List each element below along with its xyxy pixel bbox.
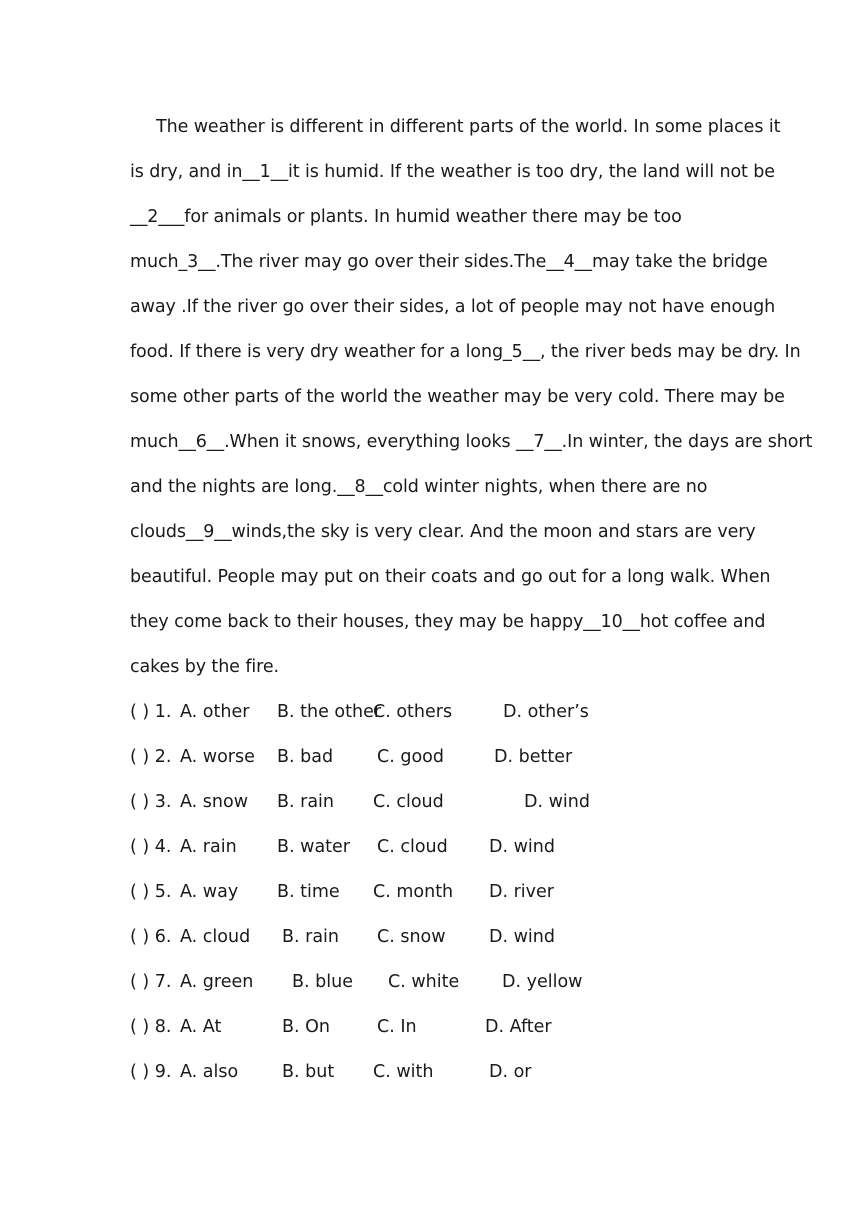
option-c: C. cloud — [377, 837, 448, 857]
option-b: B. but — [282, 1062, 335, 1082]
option-d: D. After — [485, 1017, 552, 1037]
passage-line: clouds__9__winds,the sky is very clear. And the moon and stars are very — [130, 522, 756, 542]
passage-line: much_3__.The river may go over their sides.The__4__may take the bridge — [130, 252, 768, 272]
question-number: ( ) 8. — [130, 1017, 172, 1037]
question-number: ( ) 5. — [130, 882, 172, 902]
option-a: A. At — [180, 1017, 222, 1037]
option-b: B. time — [277, 882, 340, 902]
passage-line: they come back to their houses, they may be happy__10__hot coffee and — [130, 612, 766, 632]
passage-line: some other parts of the world the weather may be very cold. There may be — [130, 387, 785, 407]
option-c: C. snow — [377, 927, 446, 947]
question-number: ( ) 2. — [130, 747, 172, 767]
option-c: C. good — [377, 747, 444, 767]
question-number: ( ) 6. — [130, 927, 172, 947]
option-a: A. also — [180, 1062, 239, 1082]
option-b: B. rain — [277, 792, 335, 812]
option-d: D. better — [494, 747, 573, 767]
option-b: B. On — [282, 1017, 330, 1037]
option-c: C. white — [388, 972, 460, 992]
option-b: B. water — [277, 837, 350, 857]
option-d: D. river — [489, 882, 554, 902]
passage-line: and the nights are long.__8__cold winter nights, when there are no — [130, 477, 708, 497]
passage-line: beautiful. People may put on their coats and go out for a long walk. When — [130, 567, 771, 587]
passage-line: is dry, and in__1__it is humid. If the weather is too dry, the land will not be — [130, 162, 775, 182]
option-b: B. rain — [282, 927, 340, 947]
option-a: A. other — [180, 702, 250, 722]
question-number: ( ) 7. — [130, 972, 172, 992]
passage-line: much__6__.When it snows, everything looks __7__.In winter, the days are short — [130, 432, 813, 452]
option-a: A. green — [180, 972, 254, 992]
option-b: B. the other — [277, 702, 382, 722]
option-b: B. blue — [292, 972, 353, 992]
question-number: ( ) 3. — [130, 792, 172, 812]
option-d: D. yellow — [502, 972, 583, 992]
option-d: D. wind — [489, 927, 555, 947]
passage-line: __2___for animals or plants. In humid weather there may be too — [130, 207, 682, 227]
option-d: D. wind — [524, 792, 590, 812]
passage-line: The weather is different in different parts of the world. In some places it — [156, 117, 781, 137]
passage-line: away .If the river go over their sides, a lot of people may not have enough — [130, 297, 776, 317]
option-c: C. month — [373, 882, 454, 902]
question-number: ( ) 4. — [130, 837, 172, 857]
option-d: D. or — [489, 1062, 532, 1082]
option-a: A. snow — [180, 792, 249, 812]
passage-line: cakes by the fire. — [130, 657, 279, 677]
option-a: A. rain — [180, 837, 237, 857]
option-c: C. cloud — [373, 792, 444, 812]
option-c: C. others — [373, 702, 453, 722]
option-a: A. way — [180, 882, 239, 902]
option-b: B. bad — [277, 747, 334, 767]
passage-line: food. If there is very dry weather for a long_5__, the river beds may be dry. In — [130, 342, 801, 362]
option-c: C. with — [373, 1062, 434, 1082]
option-a: A. cloud — [180, 927, 251, 947]
option-d: D. wind — [489, 837, 555, 857]
question-number: ( ) 1. — [130, 702, 172, 722]
option-c: C. In — [377, 1017, 417, 1037]
option-d: D. other’s — [503, 702, 589, 722]
question-number: ( ) 9. — [130, 1062, 172, 1082]
option-a: A. worse — [180, 747, 255, 767]
